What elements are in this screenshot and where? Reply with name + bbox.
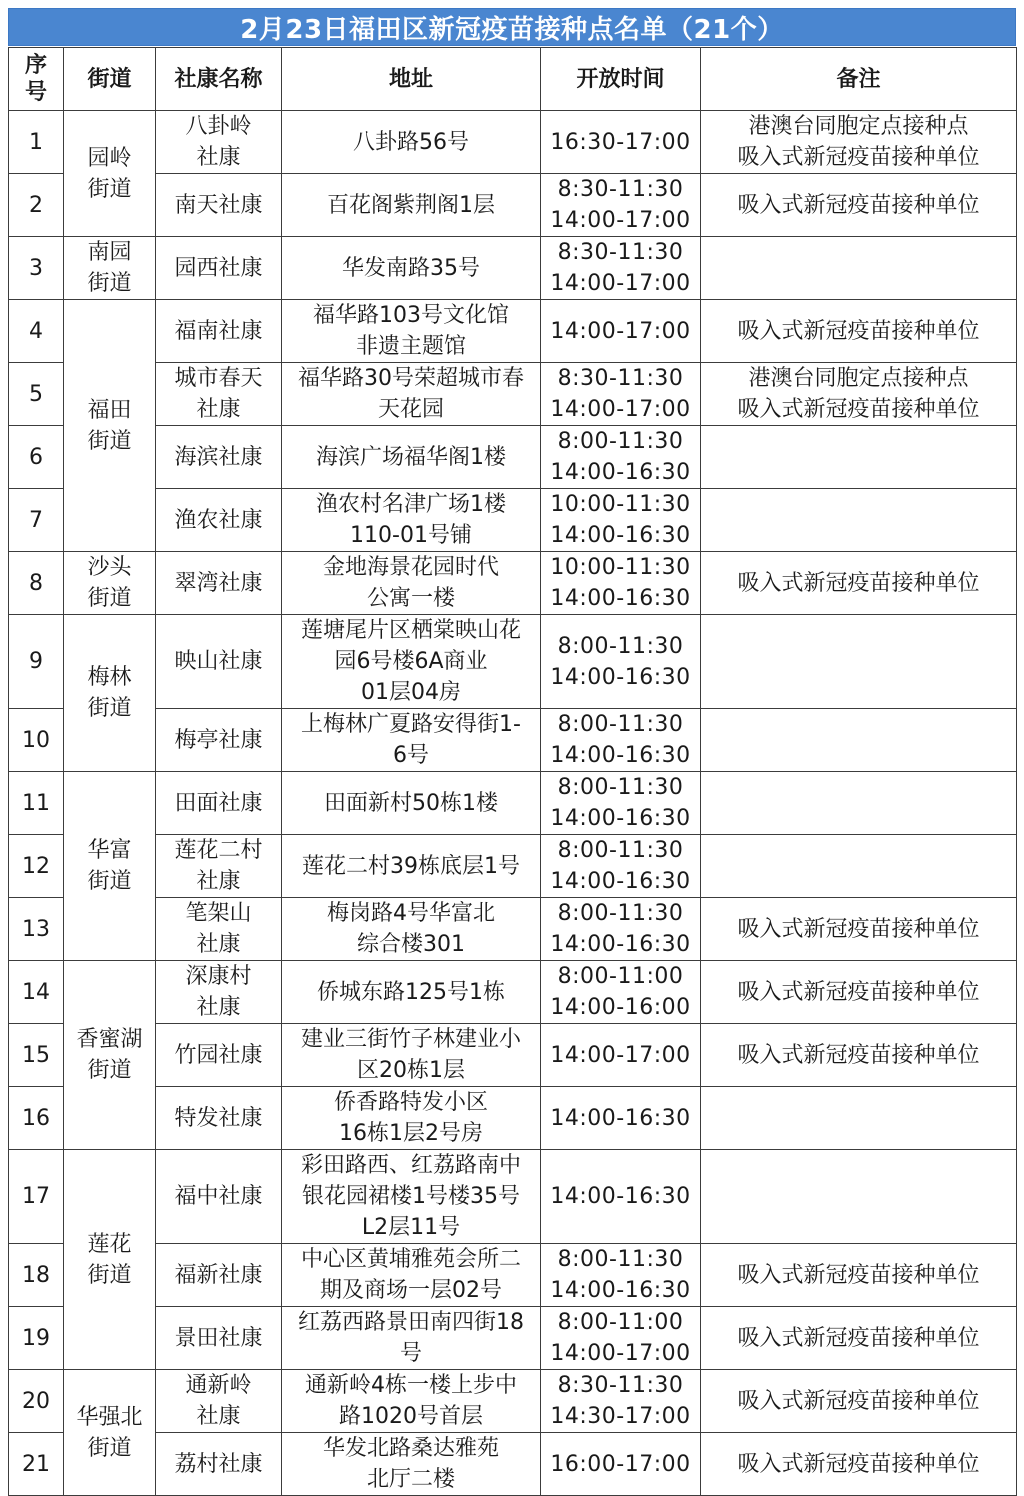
row-index: 16 <box>9 1087 64 1150</box>
street-cell: 福田 街道 <box>64 300 156 552</box>
open-time-cell: 14:00-17:00 <box>541 300 701 363</box>
clinic-name-cell: 映山社康 <box>156 615 282 709</box>
row-index: 13 <box>9 898 64 961</box>
address-cell: 福华路103号文化馆 非遗主题馆 <box>282 300 541 363</box>
note-cell <box>701 1087 1017 1150</box>
address-cell: 彩田路西、红荔路南中 银花园裙楼1号楼35号 L2层11号 <box>282 1150 541 1244</box>
table-row <box>9 111 1017 174</box>
row-index: 18 <box>9 1244 64 1307</box>
note-cell <box>701 1150 1017 1244</box>
row-index: 3 <box>9 237 64 300</box>
table-row <box>9 300 1017 363</box>
row-index: 14 <box>9 961 64 1024</box>
row-index: 11 <box>9 772 64 835</box>
street-cell: 沙头 街道 <box>64 552 156 615</box>
address-cell: 海滨广场福华阁1楼 <box>282 426 541 489</box>
table-row <box>9 1150 1017 1244</box>
row-index: 15 <box>9 1024 64 1087</box>
table-row <box>9 237 1017 300</box>
street-cell: 园岭 街道 <box>64 111 156 237</box>
clinic-name-cell: 八卦岭 社康 <box>156 111 282 174</box>
open-time-cell: 8:00-11:30 14:00-16:30 <box>541 835 701 898</box>
clinic-name-cell: 海滨社康 <box>156 426 282 489</box>
table-body <box>9 111 1017 1496</box>
open-time-cell: 14:00-16:30 <box>541 1150 701 1244</box>
table-row <box>9 1024 1017 1087</box>
address-cell: 八卦路56号 <box>282 111 541 174</box>
table-row <box>9 489 1017 552</box>
row-index: 5 <box>9 363 64 426</box>
page-title: 2月23日福田区新冠疫苗接种点名单（21个） <box>8 8 1016 46</box>
row-index: 1 <box>9 111 64 174</box>
address-cell: 福华路30号荣超城市春 天花园 <box>282 363 541 426</box>
table-row <box>9 552 1017 615</box>
note-cell: 吸入式新冠疫苗接种单位 <box>701 961 1017 1024</box>
table-row <box>9 426 1017 489</box>
street-cell: 华强北 街道 <box>64 1370 156 1496</box>
clinic-name-cell: 渔农社康 <box>156 489 282 552</box>
address-cell: 中心区黄埔雅苑会所二 期及商场一层02号 <box>282 1244 541 1307</box>
open-time-cell: 14:00-17:00 <box>541 1024 701 1087</box>
note-cell <box>701 709 1017 772</box>
address-cell: 红荔西路景田南四街18 号 <box>282 1307 541 1370</box>
clinic-name-cell: 莲花二村 社康 <box>156 835 282 898</box>
row-index: 6 <box>9 426 64 489</box>
header-index: 序号 <box>9 48 64 111</box>
header-note: 备注 <box>701 48 1017 111</box>
note-cell <box>701 489 1017 552</box>
table-row <box>9 1307 1017 1370</box>
open-time-cell: 8:30-11:30 14:00-17:00 <box>541 174 701 237</box>
address-cell: 华发南路35号 <box>282 237 541 300</box>
note-cell <box>701 615 1017 709</box>
table-row <box>9 772 1017 835</box>
clinic-name-cell: 福中社康 <box>156 1150 282 1244</box>
table-row <box>9 1433 1017 1496</box>
street-cell: 香蜜湖 街道 <box>64 961 156 1150</box>
address-cell: 莲花二村39栋底层1号 <box>282 835 541 898</box>
open-time-cell: 10:00-11:30 14:00-16:30 <box>541 552 701 615</box>
address-cell: 侨城东路125号1栋 <box>282 961 541 1024</box>
clinic-name-cell: 福南社康 <box>156 300 282 363</box>
address-cell: 上梅林广夏路安得街1- 6号 <box>282 709 541 772</box>
row-index: 20 <box>9 1370 64 1433</box>
table-row <box>9 835 1017 898</box>
address-cell: 莲塘尾片区栖棠映山花 园6号楼6A商业 01层04房 <box>282 615 541 709</box>
address-cell: 华发北路桑达雅苑 北厅二楼 <box>282 1433 541 1496</box>
note-cell: 吸入式新冠疫苗接种单位 <box>701 300 1017 363</box>
vaccination-sites-table <box>8 47 1017 1496</box>
address-cell: 金地海景花园时代 公寓一楼 <box>282 552 541 615</box>
address-cell: 侨香路特发小区 16栋1层2号房 <box>282 1087 541 1150</box>
note-cell: 吸入式新冠疫苗接种单位 <box>701 174 1017 237</box>
address-cell: 建业三街竹子林建业小 区20栋1层 <box>282 1024 541 1087</box>
table-row <box>9 615 1017 709</box>
table-row <box>9 1087 1017 1150</box>
note-cell <box>701 426 1017 489</box>
clinic-name-cell: 南天社康 <box>156 174 282 237</box>
table-row <box>9 709 1017 772</box>
table-row <box>9 363 1017 426</box>
header-clinic-name: 社康名称 <box>156 48 282 111</box>
clinic-name-cell: 特发社康 <box>156 1087 282 1150</box>
table-row <box>9 174 1017 237</box>
clinic-name-cell: 园西社康 <box>156 237 282 300</box>
table-row <box>9 961 1017 1024</box>
clinic-name-cell: 深康村 社康 <box>156 961 282 1024</box>
open-time-cell: 8:00-11:00 14:00-16:00 <box>541 961 701 1024</box>
row-index: 10 <box>9 709 64 772</box>
open-time-cell: 8:00-11:00 14:00-17:00 <box>541 1307 701 1370</box>
clinic-name-cell: 荔村社康 <box>156 1433 282 1496</box>
note-cell: 吸入式新冠疫苗接种单位 <box>701 1024 1017 1087</box>
open-time-cell: 8:00-11:30 14:00-16:30 <box>541 426 701 489</box>
row-index: 21 <box>9 1433 64 1496</box>
row-index: 4 <box>9 300 64 363</box>
street-cell: 南园 街道 <box>64 237 156 300</box>
note-cell: 吸入式新冠疫苗接种单位 <box>701 1244 1017 1307</box>
clinic-name-cell: 田面社康 <box>156 772 282 835</box>
clinic-name-cell: 竹园社康 <box>156 1024 282 1087</box>
row-index: 7 <box>9 489 64 552</box>
header-street: 街道 <box>64 48 156 111</box>
clinic-name-cell: 景田社康 <box>156 1307 282 1370</box>
clinic-name-cell: 笔架山 社康 <box>156 898 282 961</box>
address-cell: 百花阁紫荆阁1层 <box>282 174 541 237</box>
address-cell: 通新岭4栋一楼上步中 路1020号首层 <box>282 1370 541 1433</box>
row-index: 17 <box>9 1150 64 1244</box>
open-time-cell: 8:00-11:30 14:00-16:30 <box>541 898 701 961</box>
open-time-cell: 8:30-11:30 14:00-17:00 <box>541 237 701 300</box>
table-row <box>9 898 1017 961</box>
note-cell <box>701 772 1017 835</box>
open-time-cell: 14:00-16:30 <box>541 1087 701 1150</box>
note-cell: 吸入式新冠疫苗接种单位 <box>701 1370 1017 1433</box>
note-cell <box>701 835 1017 898</box>
row-index: 12 <box>9 835 64 898</box>
open-time-cell: 8:30-11:30 14:00-17:00 <box>541 363 701 426</box>
note-cell <box>701 237 1017 300</box>
note-cell: 港澳台同胞定点接种点 吸入式新冠疫苗接种单位 <box>701 363 1017 426</box>
clinic-name-cell: 梅亭社康 <box>156 709 282 772</box>
address-cell: 梅岗路4号华富北 综合楼301 <box>282 898 541 961</box>
open-time-cell: 16:30-17:00 <box>541 111 701 174</box>
table-header-row <box>9 48 1017 111</box>
row-index: 8 <box>9 552 64 615</box>
open-time-cell: 8:00-11:30 14:00-16:30 <box>541 709 701 772</box>
clinic-name-cell: 翠湾社康 <box>156 552 282 615</box>
street-cell: 华富 街道 <box>64 772 156 961</box>
clinic-name-cell: 城市春天 社康 <box>156 363 282 426</box>
clinic-name-cell: 福新社康 <box>156 1244 282 1307</box>
address-cell: 渔农村名津广场1楼 110-01号铺 <box>282 489 541 552</box>
row-index: 2 <box>9 174 64 237</box>
open-time-cell: 8:00-11:30 14:00-16:30 <box>541 615 701 709</box>
note-cell: 港澳台同胞定点接种点 吸入式新冠疫苗接种单位 <box>701 111 1017 174</box>
clinic-name-cell: 通新岭 社康 <box>156 1370 282 1433</box>
table-row <box>9 1244 1017 1307</box>
note-cell: 吸入式新冠疫苗接种单位 <box>701 1433 1017 1496</box>
open-time-cell: 10:00-11:30 14:00-16:30 <box>541 489 701 552</box>
open-time-cell: 8:00-11:30 14:00-16:30 <box>541 772 701 835</box>
note-cell: 吸入式新冠疫苗接种单位 <box>701 1307 1017 1370</box>
open-time-cell: 8:30-11:30 14:30-17:00 <box>541 1370 701 1433</box>
table-row <box>9 1370 1017 1433</box>
address-cell: 田面新村50栋1楼 <box>282 772 541 835</box>
header-open-time: 开放时间 <box>541 48 701 111</box>
header-address: 地址 <box>282 48 541 111</box>
row-index: 9 <box>9 615 64 709</box>
open-time-cell: 16:00-17:00 <box>541 1433 701 1496</box>
note-cell: 吸入式新冠疫苗接种单位 <box>701 552 1017 615</box>
note-cell: 吸入式新冠疫苗接种单位 <box>701 898 1017 961</box>
row-index: 19 <box>9 1307 64 1370</box>
open-time-cell: 8:00-11:30 14:00-16:30 <box>541 1244 701 1307</box>
street-cell: 梅林 街道 <box>64 615 156 772</box>
street-cell: 莲花 街道 <box>64 1150 156 1370</box>
